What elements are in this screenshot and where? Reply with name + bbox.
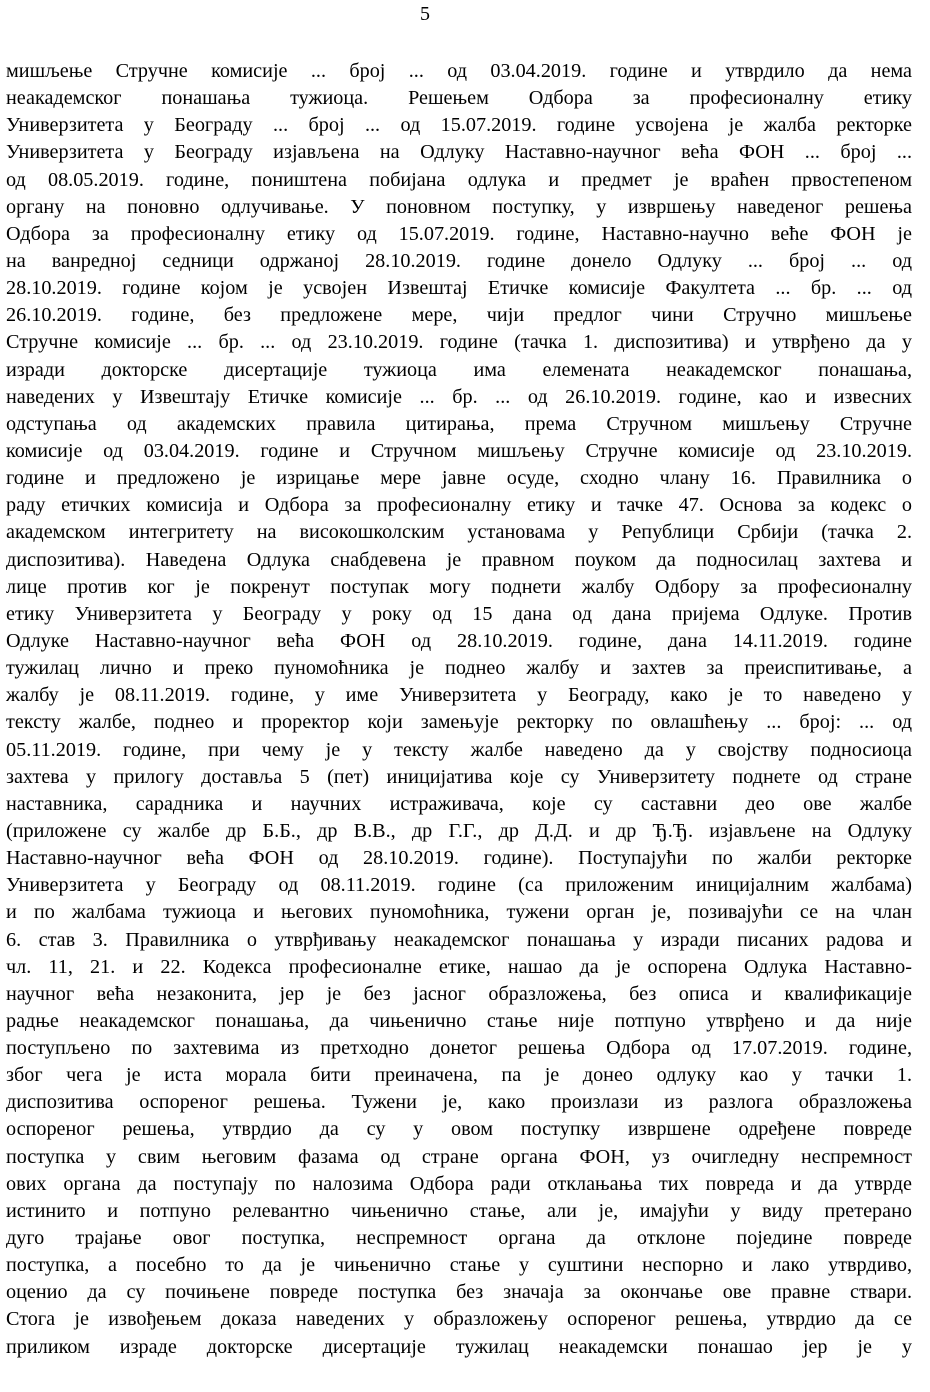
- text-line: због чега је иста морала бити преиначена, па је донео одлуку као у тачки 1.: [6, 1064, 912, 1087]
- text-line: диспозитива оспореног решења. Тужени је, како произлази из разлога образложења: [6, 1091, 912, 1114]
- text-line: 6. став 3. Правилника о утврђивању неакадемског понашања у изради писаних радова и: [6, 928, 912, 951]
- text-line: тужилац лично и преко пуномоћника је поднео жалбу и захтев за преиспитивање, а: [6, 657, 912, 680]
- text-line: мишљење Стручне комисије ... број ... од 03.04.2019. године и утврдило да нема: [6, 60, 912, 82]
- text-line: наведених у Извештају Етичке комисије ... бр. ... од 26.10.2019. године, као и извесних: [6, 385, 912, 408]
- text-line: поступка у свим његовим фазама од стране органа ФОН, уз очигледну неспремност: [6, 1145, 912, 1168]
- text-line: Универзитета у Београду ... број ... од 15.07.2019. године усвојена је жалба ректорке: [6, 114, 912, 137]
- text-line: академском интегритету на високошколским установама у Републици Србији (тачка 2.: [6, 521, 912, 544]
- text-line: ових органа да поступају по налозима Одбора ради отклањања тих повреда и да утврде: [6, 1172, 912, 1195]
- text-line: дуго трајање овог поступка, неспремност органа да отклоне поједине повреде: [6, 1227, 912, 1250]
- text-line: органу на поновно одлучивање. У поновном поступку, у извршењу наведеног решења: [6, 195, 912, 218]
- text-line: приликом израде докторске дисертације тужилац неакадемски понашао јер је у: [6, 1335, 912, 1358]
- text-line: наставника, сарадника и научних истраживача, које су саставни део ове жалбе: [6, 792, 912, 815]
- text-line: жалбу је 08.11.2019. године, у име Универзитета у Београду, како је то наведено у: [6, 684, 912, 707]
- text-line: чл. 11, 21. и 22. Кодекса професионалне етике, нашао да је оспорена Одлука Наставно-: [6, 955, 912, 978]
- text-line: тексту жалбе, поднео и проректор који замењује ректорку по овлашћењу ... број: ... од: [6, 711, 912, 734]
- page-number: 5: [420, 3, 430, 25]
- text-line: 05.11.2019. године, при чему је у тексту жалбе наведено да у својству подносиоца: [6, 738, 912, 761]
- text-line: захтева у прилогу доставља 5 (пет) иницијатива које су Универзитету поднете од стране: [6, 765, 912, 788]
- text-line: од 08.05.2019. године, поништена побијана одлука и предмет је враћен првостепеном: [6, 168, 912, 191]
- body-text: [6, 58, 912, 1361]
- text-line: лице против ког је покренут поступак могу поднети жалбу Одбору за професионалну: [6, 575, 912, 598]
- text-line: Наставно-научног већа ФОН од 28.10.2019. године). Поступајући по жалби ректорке: [6, 847, 912, 870]
- text-line: изради докторске дисертације тужиоца има елемената неакадемског понашања,: [6, 358, 912, 381]
- text-line: 26.10.2019. године, без предложене мере, чији предлог чини Стручно мишљење: [6, 304, 912, 327]
- text-line: Универзитета у Београду од 08.11.2019. године (са приложеним иницијалним жалбама): [6, 874, 912, 897]
- text-line: Стручне комисије ... бр. ... од 23.10.2019. године (тачка 1. диспозитива) и утврђено да у: [6, 331, 912, 354]
- text-line: на ванредној седници одржаној 28.10.2019. године донело Одлуку ... број ... од: [6, 249, 912, 272]
- text-line: оценио да су почињене повреде поступка без значаја за окончање ове правне ствари.: [6, 1281, 912, 1304]
- text-line: комисије од 03.04.2019. године и Стручном мишљењу Стручне комисије од 23.10.2019.: [6, 439, 912, 462]
- text-line: етику Универзитета у Београду у року од 15 дана од дана пријема Одлуке. Против: [6, 602, 912, 625]
- text-line: одступања од академских правила цитирања, према Стручном мишљењу Стручне: [6, 412, 912, 435]
- text-line: Универзитета у Београду изјављена на Одлуку Наставно-научног већа ФОН ... број ...: [6, 141, 912, 164]
- text-line: раду етичких комисија и Одбора за професионалну етику и тачке 47. Основа за кодекс о: [6, 494, 912, 517]
- text-line: Одбора за професионалну етику од 15.07.2019. године, Наставно-научно веће ФОН је: [6, 222, 912, 245]
- text-line: истинито и потпуно релевантно чињенично стање, али је, имајући у виду претерано: [6, 1199, 912, 1222]
- text-line: поступљено по захтевима из претходно донетог решења Одбора од 17.07.2019. године,: [6, 1037, 912, 1060]
- text-line: радње неакадемског понашања, да чињенично стање није потпуно утврђено и да није: [6, 1009, 912, 1032]
- text-line: године и предложено је изрицање мере јавне осуде, сходно члану 16. Правилника о: [6, 467, 912, 490]
- text-line: Стога је извођењем доказа наведених у образложењу оспореног решења, утврдио да се: [6, 1308, 912, 1331]
- text-line: диспозитива). Наведена Одлука снабдевена је правном поуком да подносилац захтева и: [6, 548, 912, 571]
- text-line: неакадемског понашања тужиоца. Решењем Одбора за професионалну етику: [6, 87, 912, 110]
- text-line: научног већа незаконита, јер је без јасног образложења, без описа и квалификације: [6, 982, 912, 1005]
- text-line: 28.10.2019. године којом је усвојен Извештај Етичке комисије Факултета ... бр. ... од: [6, 277, 912, 300]
- text-line: (приложене су жалбе др Б.Б., др В.В., др Г.Г., др Д.Д. и др Ђ.Ђ. изјављене на Одлуку: [6, 819, 912, 842]
- text-line: оспореног решења, утврдио да су у овом поступку извршене одређене повреде: [6, 1118, 912, 1141]
- text-line: и по жалбама тужиоца и његових пуномоћника, тужени орган је, позивајући се на члан: [6, 901, 912, 924]
- text-line: Одлуке Наставно-научног већа ФОН од 28.10.2019. године, дана 14.11.2019. године: [6, 629, 912, 652]
- text-line: поступка, а посебно то да је чињенично стање у суштини неспорно и лако утврдиво,: [6, 1254, 912, 1277]
